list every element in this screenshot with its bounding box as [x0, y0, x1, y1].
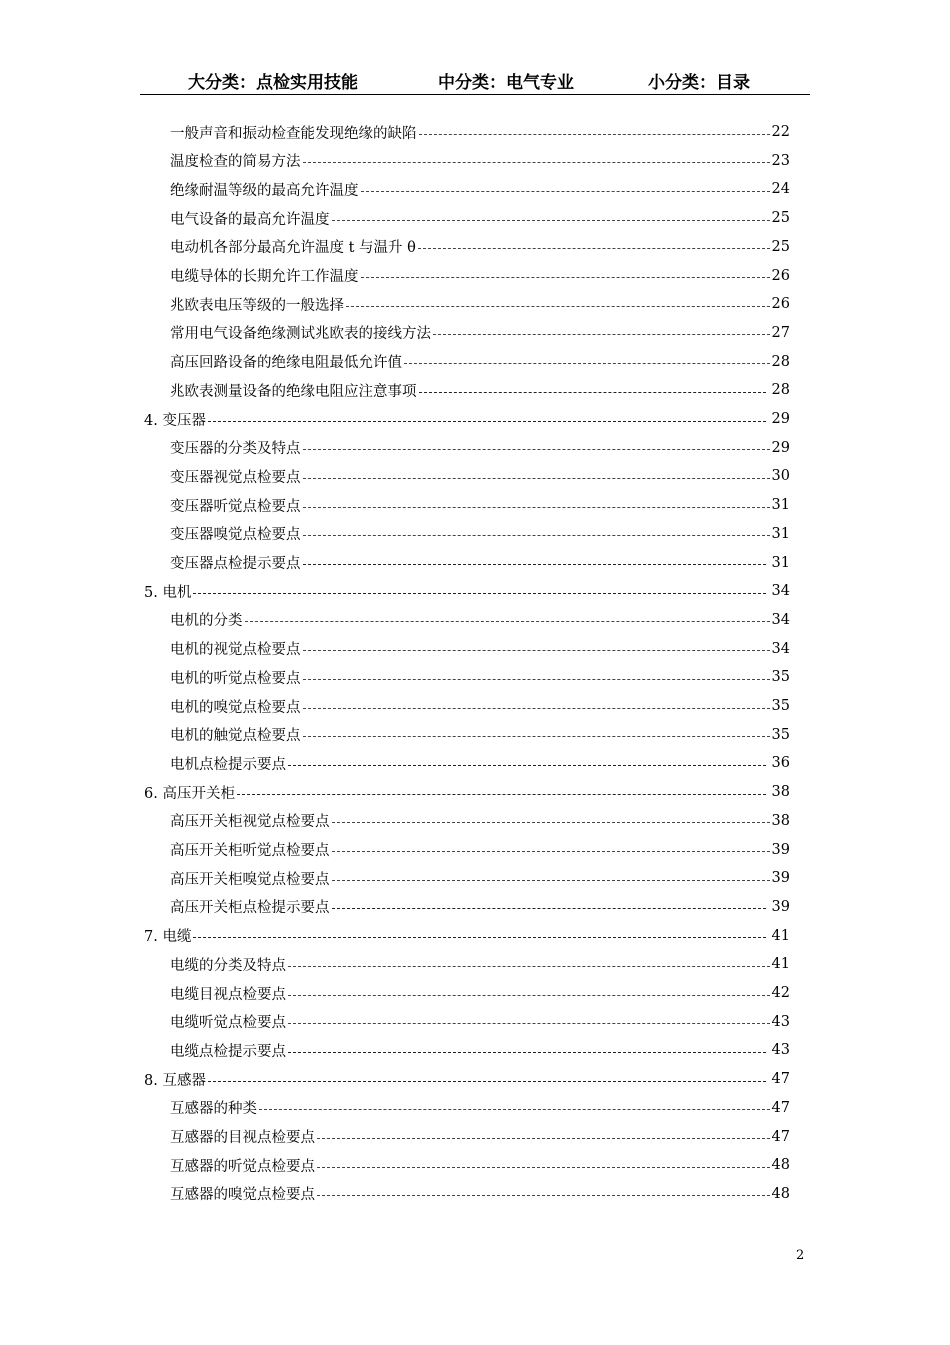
toc-entry-title: 电缆听觉点检要点	[170, 1015, 286, 1032]
toc-entry[interactable]	[170, 290, 790, 318]
toc-entry[interactable]	[170, 491, 790, 519]
toc-entry-title: 6. 高压开关柜	[144, 785, 235, 802]
toc-dot-leader	[404, 363, 770, 364]
toc-entry[interactable]	[170, 692, 790, 720]
toc-entry-page: 39	[771, 870, 790, 887]
header-major-category: 大分类：点检实用技能	[188, 73, 358, 93]
toc-entry-page: 22	[771, 124, 790, 140]
toc-dot-leader	[288, 966, 770, 967]
toc-chapter-entry[interactable]	[144, 405, 790, 433]
toc-entry[interactable]	[170, 549, 790, 577]
toc-dot-leader	[245, 621, 770, 622]
toc-entry[interactable]	[170, 663, 790, 691]
toc-entry-page: 47	[771, 1128, 790, 1145]
toc-entry-title: 变压器嗅觉点检要点	[170, 527, 301, 544]
toc-chapter-entry[interactable]	[144, 577, 790, 605]
toc-entry-title: 常用电气设备绝缘测试兆欧表的接线方法	[170, 326, 431, 343]
toc-entry[interactable]	[170, 434, 790, 462]
toc-entry-title: 变压器的分类及特点	[170, 441, 301, 458]
toc-dot-leader	[303, 449, 770, 450]
toc-dot-leader	[332, 220, 770, 221]
toc-chapter-entry[interactable]	[144, 922, 790, 950]
toc-dot-leader	[208, 421, 766, 422]
toc-entry-page: 43	[771, 1013, 790, 1030]
toc-dot-leader	[288, 995, 770, 996]
toc-entry[interactable]	[170, 262, 790, 290]
toc-entry[interactable]	[170, 721, 790, 749]
toc-entry-page: 35	[771, 698, 790, 714]
toc-entry-page: 47	[771, 1071, 790, 1088]
toc-dot-leader	[317, 1195, 770, 1196]
toc-dot-leader	[361, 191, 770, 192]
toc-dot-leader	[317, 1138, 770, 1139]
toc-entry[interactable]	[170, 319, 790, 347]
toc-entry-page: 41	[771, 927, 790, 944]
toc-entry[interactable]	[170, 807, 790, 835]
toc-dot-leader	[419, 392, 766, 393]
toc-entry-title: 电机点检提示要点	[170, 756, 286, 773]
toc-entry[interactable]	[170, 635, 790, 663]
toc-entry-title: 电机的嗅觉点检要点	[170, 699, 301, 716]
toc-dot-leader	[193, 937, 765, 938]
toc-entry[interactable]	[170, 1151, 790, 1179]
toc-entry-title: 互感器的目视点检要点	[170, 1130, 315, 1146]
toc-entry[interactable]	[170, 118, 790, 146]
toc-entry-title: 高压开关柜点检提示要点	[170, 900, 330, 917]
toc-entry-title: 高压回路设备的绝缘电阻最低允许值	[170, 355, 402, 372]
toc-dot-leader	[361, 277, 770, 278]
toc-entry-page: 34	[771, 640, 790, 657]
toc-entry-title: 5. 电机	[144, 584, 192, 601]
toc-dot-leader	[317, 1167, 770, 1168]
toc-entry-page: 23	[771, 152, 790, 169]
toc-entry-title: 8. 互感器	[144, 1072, 206, 1089]
toc-entry[interactable]	[170, 175, 790, 203]
toc-chapter-entry[interactable]	[144, 778, 790, 806]
toc-dot-leader	[303, 162, 770, 163]
toc-entry-title: 绝缘耐温等级的最高允许温度	[170, 182, 359, 199]
page-number: 2	[796, 1248, 805, 1263]
toc-entry-page: 30	[771, 468, 790, 485]
toc-entry-title: 兆欧表电压等级的一般选择	[170, 297, 344, 314]
toc-entry[interactable]	[170, 204, 790, 232]
toc-entry-title: 电动机各部分最高允许温度 t 与温升 θ	[170, 240, 416, 257]
toc-entry-title: 互感器的种类	[170, 1101, 257, 1118]
toc-entry[interactable]	[170, 1036, 790, 1064]
toc-dot-leader	[346, 306, 770, 307]
toc-dot-leader	[288, 765, 766, 766]
toc-entry-page: 35	[771, 669, 790, 686]
toc-entry-page: 42	[771, 985, 790, 1001]
toc-entry-title: 一般声音和振动检查能发现绝缘的缺陷	[170, 125, 417, 142]
toc-entry-title: 变压器视觉点检要点	[170, 469, 301, 486]
toc-dot-leader	[303, 564, 766, 565]
toc-dot-leader	[303, 736, 770, 737]
toc-entry[interactable]	[170, 864, 790, 892]
header-middle-category: 中分类：电气专业	[438, 73, 574, 93]
toc-entry-page: 35	[771, 726, 790, 743]
toc-entry[interactable]	[170, 1123, 790, 1151]
toc-entry-page: 26	[771, 296, 790, 313]
toc-entry-page: 38	[771, 812, 790, 829]
toc-dot-leader	[419, 134, 770, 135]
toc-entry[interactable]	[170, 606, 790, 634]
toc-entry-title: 变压器听觉点检要点	[170, 498, 301, 515]
toc-entry-page: 41	[771, 956, 790, 973]
toc-entry-title: 高压开关柜听觉点检要点	[170, 843, 330, 859]
toc-dot-leader	[303, 708, 770, 709]
toc-entry[interactable]	[170, 979, 790, 1007]
toc-dot-leader	[303, 507, 770, 508]
toc-dot-leader	[288, 1023, 770, 1024]
toc-entry-title: 电机的听觉点检要点	[170, 670, 301, 687]
toc-entry-page: 48	[771, 1157, 790, 1174]
toc-entry-page: 26	[771, 267, 790, 284]
toc-entry-title: 电气设备的最高允许温度	[170, 211, 330, 228]
toc-entry-title: 电机的触觉点检要点	[170, 728, 301, 745]
toc-dot-leader	[303, 478, 770, 479]
toc-entry-title: 高压开关柜视觉点检要点	[170, 814, 330, 831]
toc-entry[interactable]	[170, 1094, 790, 1122]
toc-dot-leader	[332, 851, 770, 852]
toc-entry[interactable]	[170, 1008, 790, 1036]
toc-dot-leader	[208, 1081, 766, 1082]
toc-entry[interactable]	[170, 376, 790, 404]
toc-dot-leader	[193, 593, 765, 594]
page-header	[140, 66, 810, 95]
toc-entry-title: 电缆导体的长期允许工作温度	[170, 269, 359, 285]
toc-dot-leader	[332, 908, 766, 909]
toc-entry[interactable]	[170, 749, 790, 777]
toc-dot-leader	[332, 880, 770, 881]
toc-entry[interactable]	[170, 1180, 790, 1208]
toc-dot-leader	[237, 794, 766, 795]
toc-dot-leader	[303, 650, 770, 651]
toc-entry-title: 互感器的嗅觉点检要点	[170, 1187, 315, 1204]
toc-entry[interactable]	[170, 893, 790, 921]
toc-entry-page: 39	[771, 898, 790, 915]
toc-entry-title: 电机的视觉点检要点	[170, 642, 301, 659]
toc-dot-leader	[288, 1052, 766, 1053]
toc-entry-title: 变压器点检提示要点	[170, 556, 301, 572]
toc-entry-page: 24	[771, 181, 790, 198]
toc-entry-page: 43	[771, 1042, 790, 1059]
toc-entry-page: 34	[771, 583, 790, 600]
toc-dot-leader	[303, 679, 770, 680]
toc-dot-leader	[433, 334, 770, 335]
toc-entry-title: 4. 变压器	[144, 412, 206, 429]
toc-entry-title: 兆欧表测量设备的绝缘电阻应注意事项	[170, 383, 417, 400]
toc-entry-page: 25	[771, 210, 790, 227]
toc-entry-title: 7. 电缆	[144, 929, 192, 946]
toc-entry[interactable]	[170, 348, 790, 376]
toc-entry-page: 29	[771, 439, 790, 456]
toc-entry-page: 47	[771, 1099, 790, 1116]
toc-entry-title: 电机的分类	[170, 613, 243, 630]
toc-entry[interactable]	[170, 233, 790, 261]
toc-dot-leader	[303, 535, 770, 536]
toc-entry-page: 25	[771, 238, 790, 255]
toc-entry[interactable]	[170, 462, 790, 490]
toc-entry-page: 48	[771, 1185, 790, 1202]
toc-dot-leader	[332, 822, 770, 823]
toc-entry-page: 28	[771, 353, 790, 370]
toc-entry[interactable]	[170, 147, 790, 175]
toc-entry-page: 31	[771, 497, 790, 514]
toc-entry-page: 36	[771, 755, 790, 772]
toc-entry-page: 28	[771, 382, 790, 399]
toc-dot-leader	[418, 248, 770, 249]
toc-entry-page: 31	[771, 554, 790, 571]
toc-dot-leader	[259, 1109, 770, 1110]
toc-entry-title: 电缆目视点检要点	[170, 986, 286, 1003]
toc-entry-title: 温度检查的简易方法	[170, 154, 301, 171]
toc-entry[interactable]	[170, 836, 790, 864]
toc-entry-page: 27	[771, 324, 790, 341]
toc-entry[interactable]	[170, 950, 790, 978]
toc-entry[interactable]	[170, 520, 790, 548]
toc-entry-page: 38	[771, 784, 790, 801]
header-minor-category: 小分类：目录	[648, 73, 750, 93]
toc-entry-page: 29	[771, 411, 790, 427]
toc-entry-page: 31	[771, 525, 790, 542]
toc-entry-title: 电缆的分类及特点	[170, 957, 286, 974]
toc-entry-title: 高压开关柜嗅觉点检要点	[170, 871, 330, 888]
toc-entry-title: 电缆点检提示要点	[170, 1043, 286, 1060]
toc-entry-title: 互感器的听觉点检要点	[170, 1158, 315, 1175]
toc-entry-page: 34	[771, 611, 790, 628]
toc-chapter-entry[interactable]	[144, 1065, 790, 1093]
toc-entry-page: 39	[771, 841, 790, 858]
